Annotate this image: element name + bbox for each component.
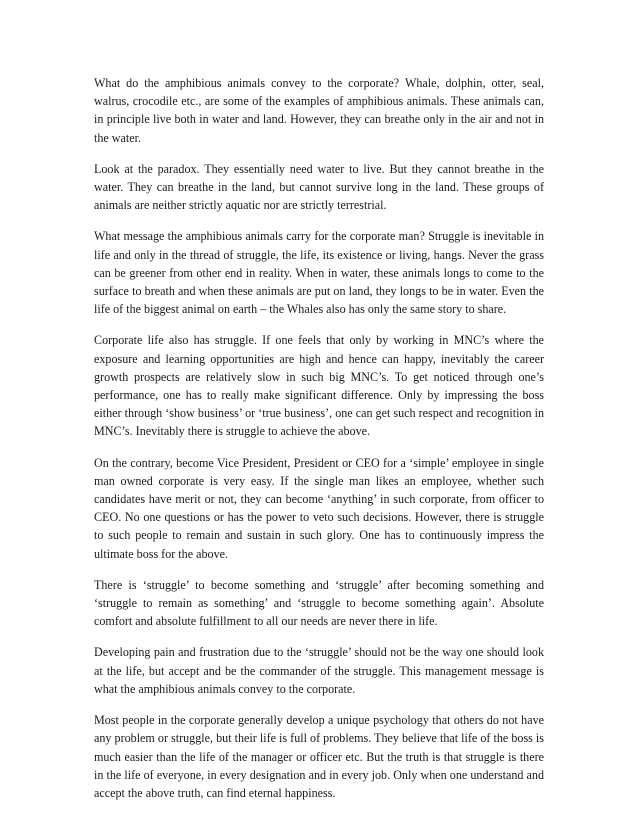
paragraph-contrary: On the contrary, become Vice President, President or CEO for a ‘simple’ employee in single man owned corporate is very easy. If the single man likes an employee, whether such candidates have merit or not, they can become ‘anything’ in such corporate, from officer to CEO. No one questions or has the power to veto such decisions. However, there is struggle to such people to remain and sustain in such glory. One has to continuously impress the ultimate boss for the above. xyxy=(94,455,544,561)
paragraph-struggle: There is ‘struggle’ to become something and ‘struggle’ after becoming something and ‘struggle to remain as something’ and ‘struggle to become something again’. Absolute comfort and absolute fulfillment to all our needs are never there in life. xyxy=(94,577,544,629)
paragraph-message: What message the amphibious animals carry for the corporate man? Struggle is inevitable in life and only in the thread of struggle, the life, its existence or living, hangs. Never the grass can be greener from other end in reality. When in water, these animals longs to come to the surface to breath and when these animals are put on land, they longs to be in water. Even the life of the biggest animal on earth – the Whales also has only the same story to share. xyxy=(94,229,544,317)
paragraph-corporate-life: Corporate life also has struggle. If one feels that only by working in MNC’s where the exposure and learning opportunities are high and hence can happy, inevitably the career growth prospects are relatively slow in such big MNC’s. To get noticed through one’s performance, one has to really make significant difference. Only by impressing the boss either through ‘show business’ or ‘true business’, one can get such respect and recognition in MNC’s. Inevitably there is struggle to achieve the above. xyxy=(94,333,544,439)
document-body xyxy=(94,74,544,815)
paragraph-paradox: Look at the paradox. They essentially need water to live. But they cannot breathe in the water. They can breathe in the land, but cannot survive long in the land. These groups of animals are neither strictly aquatic nor are strictly terrestrial. xyxy=(94,161,544,213)
paragraph-psychology: Most people in the corporate generally develop a unique psychology that others do not have any problem or struggle, but their life is full of problems. They believe that life of the boss is much easier than the life of the manager or officer etc. But the truth is that struggle is there in the life of everyone, in every designation and in every job. Only when one understand and accept the above truth, can find eternal happiness. xyxy=(94,713,544,800)
paragraph-amphibious-intro: What do the amphibious animals convey to the corporate? Whale, dolphin, otter, seal, walrus, crocodile etc., are some of the examples of amphibious animals. These animals can, in principle live both in water and land. However, they can breathe only in the air and not in the water. xyxy=(94,76,544,145)
paragraph-pain-frustration: Developing pain and frustration due to the ‘struggle’ should not be the way one should look at the life, but accept and be the commander of the struggle. This management message is what the amphibious animals convey to the corporate. xyxy=(94,645,544,696)
